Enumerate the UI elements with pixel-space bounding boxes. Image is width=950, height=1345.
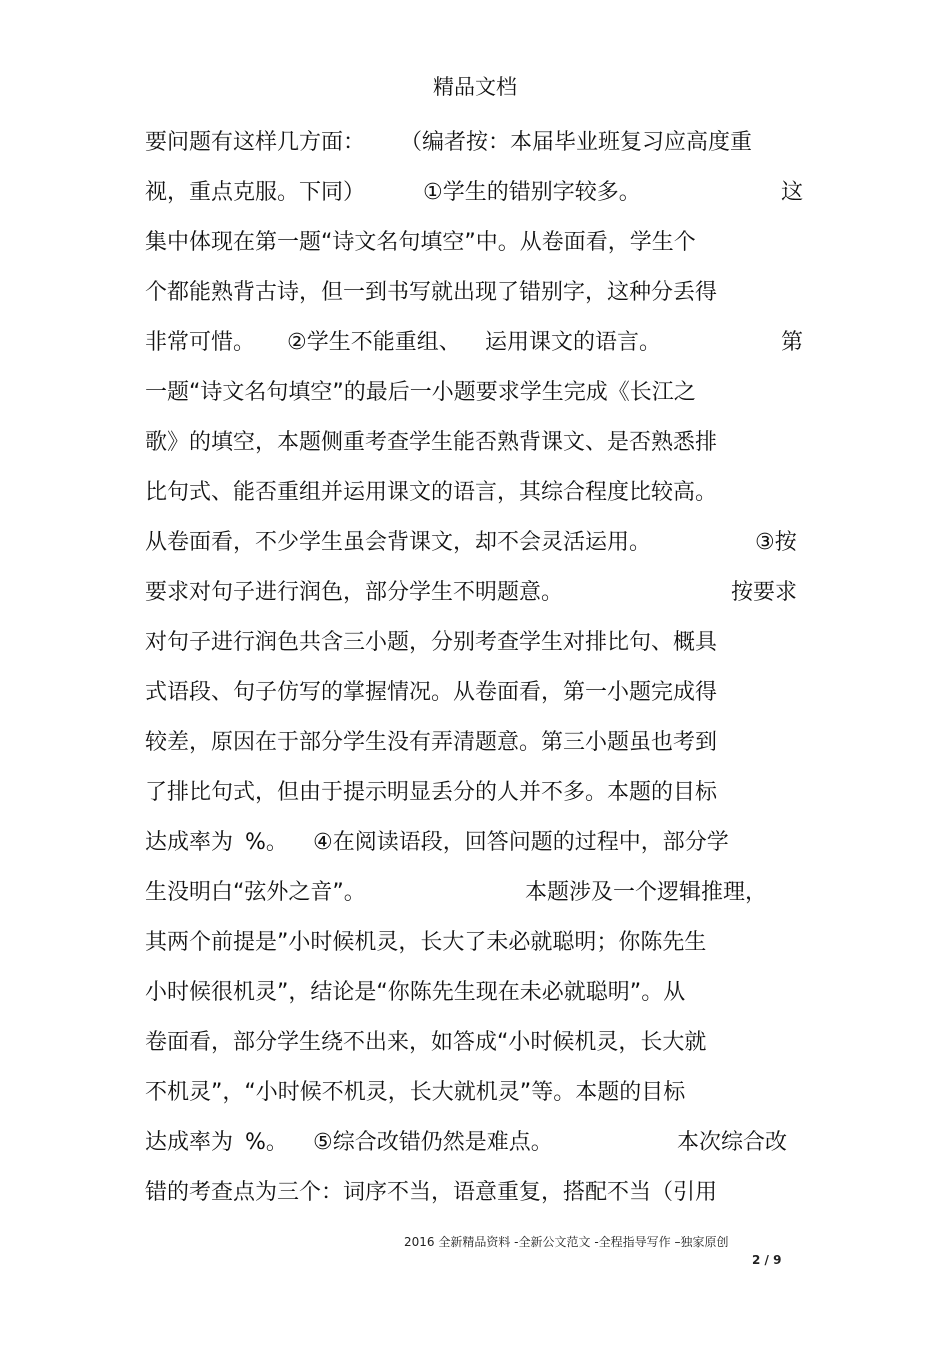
text-segment: ②学生不能重组、	[287, 330, 461, 355]
text-segment: 要求对句子进行润色，部分学生不明题意。	[145, 580, 564, 605]
text-line	[145, 525, 810, 561]
text-segment: 视，重点克服。下同）	[145, 180, 366, 205]
text-segment: 第	[781, 330, 804, 355]
text-line	[145, 1175, 810, 1211]
text-segment: 生没明白“弦外之音”。	[145, 880, 366, 905]
text-segment: 达成率为	[145, 830, 234, 855]
text-line	[145, 625, 810, 661]
text-segment: 一题“诗文名句填空”的最后一小题要求学生完成《长江之	[145, 380, 696, 405]
text-line	[145, 1075, 810, 1111]
text-line	[145, 375, 810, 411]
text-line	[145, 1125, 810, 1161]
text-line	[145, 825, 810, 861]
text-segment: 对句子进行润色共含三小题，分别考查学生对排比句、概具	[145, 630, 718, 655]
text-segment: 了排比句式，但由于提示明显丢分的人并不多。本题的目标	[145, 780, 718, 805]
text-segment: 歌》的填空，本题侧重考查学生能否熟背课文、是否熟悉排	[145, 430, 718, 455]
text-segment: 非常可惜。	[145, 330, 256, 355]
text-line	[145, 475, 810, 511]
text-segment: （编者按：本届毕业班复习应高度重	[400, 130, 753, 155]
text-segment: 错的考查点为三个：词序不当，语意重复，搭配不当（引用	[145, 1180, 718, 1205]
text-segment: 式语段、句子仿写的掌握情况。从卷面看，第一小题完成得	[145, 680, 718, 705]
text-segment: 集中体现在第一题“诗文名句填空”中。从卷面看，学生个	[145, 230, 696, 255]
text-segment: 比句式、能否重组并运用课文的语言，其综合程度比较高。	[145, 480, 718, 505]
text-segment: 这	[781, 180, 804, 205]
text-line	[145, 175, 810, 211]
text-line	[145, 425, 810, 461]
text-segment: ⑤综合改错仍然是难点。	[313, 1130, 553, 1155]
text-segment: 运用课文的语言。	[485, 330, 662, 355]
text-line	[145, 275, 810, 311]
header-title: 精品文档	[433, 75, 517, 99]
text-line	[145, 675, 810, 711]
text-segment: 较差，原因在于部分学生没有弄清题意。第三小题虽也考到	[145, 730, 718, 755]
text-segment: 不机灵”，“小时候不机灵，长大就机灵”等。本题的目标	[145, 1080, 686, 1105]
text-line	[145, 575, 810, 611]
text-segment: ③按	[755, 530, 797, 555]
text-segment: 按要求	[731, 580, 798, 605]
text-line	[145, 925, 810, 961]
text-line	[145, 875, 810, 911]
text-segment: 本题涉及一个逻辑推理，	[525, 880, 768, 905]
text-line	[145, 325, 810, 361]
text-segment: 个都能熟背古诗，但一到书写就出现了错别字，这种分丢得	[145, 280, 718, 305]
text-segment: ④在阅读语段，回答问题的过程中，部分学	[313, 830, 729, 855]
text-segment: 本次综合改	[677, 1130, 788, 1155]
text-segment: %。	[245, 830, 288, 855]
text-line	[145, 975, 810, 1011]
page-number: 2 / 9	[752, 1253, 782, 1267]
footer-text: 2016 全新精品资料 -全新公文范文 -全程指导写作 –独家原创	[404, 1235, 729, 1249]
text-line	[145, 1025, 810, 1061]
text-segment: 要问题有这样几方面：	[145, 130, 366, 155]
text-segment: 卷面看，部分学生绕不出来，如答成“小时候机灵，长大就	[145, 1030, 707, 1055]
text-segment: 小时候很机灵”，结论是“你陈先生现在未必就聪明”。从	[145, 980, 686, 1005]
text-line	[145, 225, 810, 261]
text-segment: %。	[245, 1130, 288, 1155]
text-segment: 从卷面看，不少学生虽会背课文，却不会灵活运用。	[145, 530, 652, 555]
text-segment: ①学生的错别字较多。	[423, 180, 641, 205]
text-line	[145, 775, 810, 811]
text-line	[145, 725, 810, 761]
text-segment: 其两个前提是”小时候机灵，长大了未必就聪明；你陈先生	[145, 930, 707, 955]
text-segment: 达成率为	[145, 1130, 234, 1155]
text-line	[145, 125, 810, 161]
